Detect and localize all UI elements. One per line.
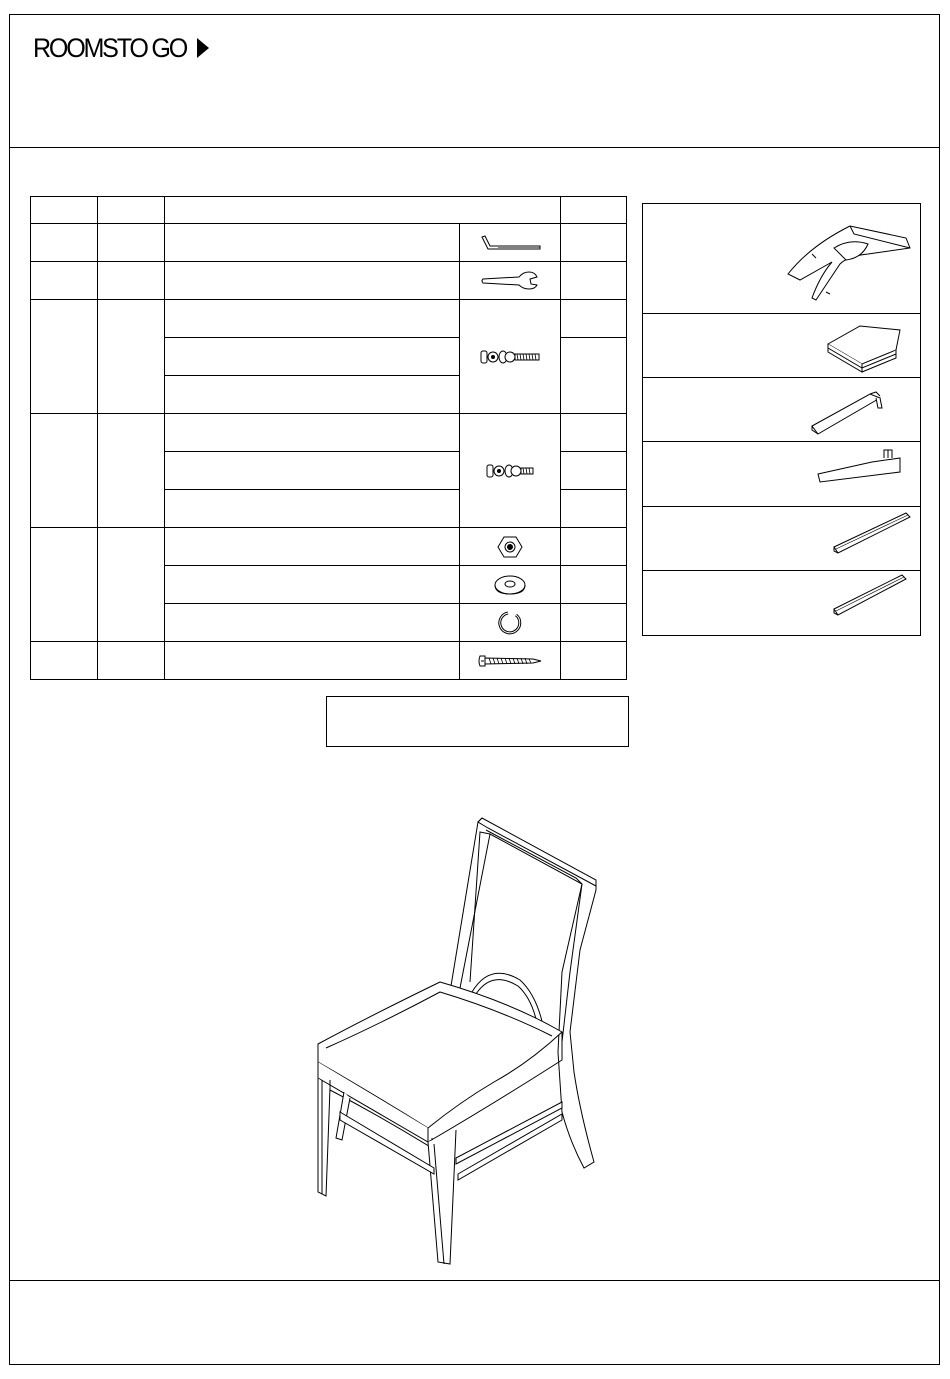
table-row xyxy=(31,224,627,262)
header-divider xyxy=(9,147,940,148)
header-cell xyxy=(98,197,165,224)
footer-divider xyxy=(9,1280,940,1281)
seat-frame-icon xyxy=(750,204,920,312)
part-front-leg-left xyxy=(643,378,920,442)
dining-chair-icon xyxy=(300,812,610,1272)
front-leg-icon xyxy=(800,442,920,505)
wrench-icon xyxy=(460,262,561,300)
assembled-chair xyxy=(300,812,610,1277)
header-cell xyxy=(165,197,561,224)
brand-logo xyxy=(33,33,209,63)
note-box xyxy=(326,696,629,747)
lock-washer-icon xyxy=(460,604,561,642)
short-bolt-washer-icon xyxy=(460,414,561,528)
wood-screw-icon xyxy=(460,642,561,680)
part-front-leg-right xyxy=(643,442,920,507)
table-row xyxy=(31,414,627,452)
table-row xyxy=(31,642,627,680)
header-cell xyxy=(561,197,627,224)
table-row xyxy=(31,528,627,566)
front-leg-icon xyxy=(800,378,920,440)
part-stretcher-b xyxy=(643,571,920,635)
part-seat-frame xyxy=(643,204,920,314)
long-bolt-washer-icon xyxy=(460,300,561,414)
table-header-row xyxy=(31,197,627,224)
allen-key-icon xyxy=(460,224,561,262)
stretcher-icon xyxy=(820,507,920,569)
flat-washer-icon xyxy=(460,566,561,604)
part-stretcher-a xyxy=(643,507,920,571)
play-triangle-icon xyxy=(197,38,209,58)
stretcher-icon xyxy=(820,571,920,633)
seat-cushion-icon xyxy=(820,314,920,376)
table-row xyxy=(31,300,627,338)
header-cell xyxy=(31,197,98,224)
hardware-table xyxy=(30,196,627,680)
parts-list xyxy=(642,203,921,636)
logo-text: ROOMSTO GO xyxy=(33,32,186,63)
table-row xyxy=(31,262,627,300)
part-seat-cushion xyxy=(643,314,920,378)
hex-nut-icon xyxy=(460,528,561,566)
